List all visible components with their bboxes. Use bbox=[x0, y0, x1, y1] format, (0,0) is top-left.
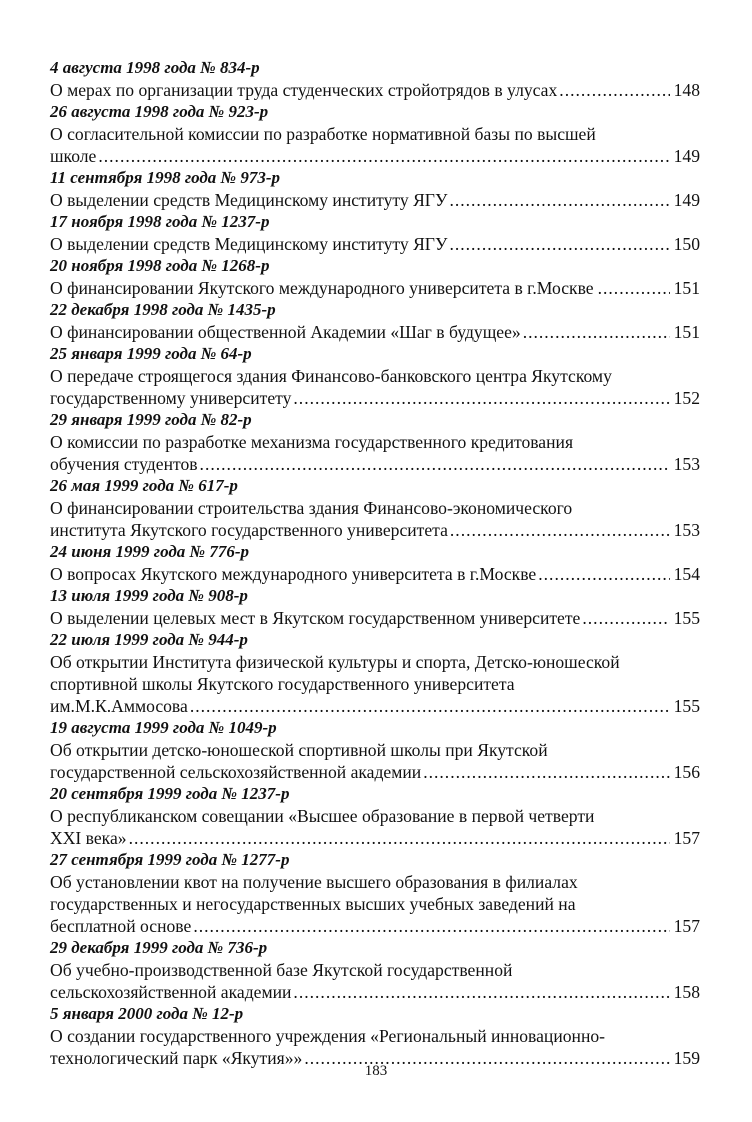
entry-date: 26 мая 1999 года № 617-р bbox=[50, 476, 238, 495]
entry-date: 13 июля 1999 года № 908-р bbox=[50, 586, 248, 605]
entry-date: 24 июня 1999 года № 776-р bbox=[50, 542, 250, 561]
entry-title: института Якутского государственного университета bbox=[50, 520, 448, 540]
entry-title-line bbox=[50, 695, 700, 717]
toc-entry bbox=[50, 255, 700, 299]
entry-page-number: 151 bbox=[673, 278, 700, 298]
entry-title: О выделении средств Медицинскому институту ЯГУ bbox=[50, 234, 448, 254]
entry-date: 4 августа 1998 года № 834-р bbox=[50, 58, 260, 77]
entry-title: О вопросах Якутского международного университета в г.Москве bbox=[50, 564, 537, 584]
page-number: 183 bbox=[364, 1063, 388, 1079]
entry-title: им.М.К.Аммосова bbox=[50, 696, 188, 716]
dot-leader bbox=[538, 563, 669, 585]
entry-title-line bbox=[50, 453, 700, 475]
entry-title-line: Об учебно-производственной базе Якутской государственной bbox=[50, 960, 513, 980]
entry-page-number: 157 bbox=[673, 828, 700, 848]
entry-page-number: 157 bbox=[673, 916, 700, 936]
entry-page-number: 153 bbox=[673, 520, 700, 540]
toc-entry bbox=[50, 937, 700, 1003]
entry-title-line bbox=[50, 519, 700, 541]
entry-title-line: Об открытии Института физической культуры и спорта, Детско-юношеской bbox=[50, 652, 620, 672]
toc-entry bbox=[50, 167, 700, 211]
entry-title-line bbox=[50, 981, 700, 1003]
entry-page-number: 155 bbox=[673, 608, 700, 628]
entry-date: 19 августа 1999 года № 1049-р bbox=[50, 718, 277, 737]
dot-leader bbox=[449, 233, 669, 255]
entry-date: 27 сентября 1999 года № 1277-р bbox=[50, 850, 290, 869]
entry-title: государственному университету bbox=[50, 388, 292, 408]
entry-page-number: 151 bbox=[673, 322, 700, 342]
entry-title-line bbox=[50, 145, 700, 167]
entry-title-line: Об открытии детско-юношеской спортивной школы при Якутской bbox=[50, 740, 548, 760]
entry-date: 29 декабря 1999 года № 736-р bbox=[50, 938, 268, 957]
entry-title: XXI века» bbox=[50, 828, 127, 848]
entry-title-line: государственных и негосударственных высших учебных заведений на bbox=[50, 894, 576, 914]
entry-page-number: 153 bbox=[673, 454, 700, 474]
entry-title-line: О комиссии по разработке механизма государственного кредитования bbox=[50, 432, 574, 452]
entry-title-line: спортивной школы Якутского государственного университета bbox=[50, 674, 515, 694]
entry-title-line bbox=[50, 563, 700, 585]
entry-title: школе bbox=[50, 146, 97, 166]
dot-leader bbox=[582, 607, 669, 629]
entry-date: 22 июля 1999 года № 944-р bbox=[50, 630, 248, 649]
toc-entry bbox=[50, 299, 700, 343]
entry-title-line bbox=[50, 277, 700, 299]
entry-title-line bbox=[50, 761, 700, 783]
dot-leader bbox=[523, 321, 670, 343]
toc-entry bbox=[50, 211, 700, 255]
entry-title-line bbox=[50, 387, 700, 409]
dot-leader bbox=[559, 79, 669, 101]
dot-leader bbox=[423, 761, 669, 783]
entry-date: 25 января 1999 года № 64-р bbox=[50, 344, 252, 363]
entry-page-number: 148 bbox=[673, 80, 700, 100]
entry-title-line: О финансировании строительства здания Финансово-экономического bbox=[50, 498, 573, 518]
dot-leader bbox=[98, 145, 669, 167]
toc-entry bbox=[50, 783, 700, 849]
toc-entry bbox=[50, 101, 700, 167]
entry-title-line: О республиканском совещании «Высшее образование в первой четверти bbox=[50, 806, 595, 826]
entry-title: технологический парк «Якутия»» bbox=[50, 1048, 303, 1068]
entry-date: 20 сентября 1999 года № 1237-р bbox=[50, 784, 290, 803]
entry-date: 11 сентября 1998 года № 973-р bbox=[50, 168, 281, 187]
dot-leader bbox=[293, 387, 669, 409]
entry-title-line: О согласительной комиссии по разработке нормативной базы по высшей bbox=[50, 124, 596, 144]
entry-title: сельскохозяйственной академии bbox=[50, 982, 292, 1002]
dot-leader bbox=[449, 189, 669, 211]
toc-entry bbox=[50, 409, 700, 475]
toc-entry bbox=[50, 1003, 700, 1069]
toc-entry bbox=[50, 475, 700, 541]
entry-title-line bbox=[50, 915, 700, 937]
dot-leader bbox=[200, 453, 670, 475]
entry-page-number: 149 bbox=[673, 146, 700, 166]
entry-title-line: О передаче строящегося здания Финансово-банковского центра Якутскому bbox=[50, 366, 612, 386]
toc-entry bbox=[50, 57, 700, 101]
dot-leader bbox=[293, 981, 669, 1003]
entry-title-line bbox=[50, 321, 700, 343]
entry-date: 26 августа 1998 года № 923-р bbox=[50, 102, 269, 121]
entry-page-number: 158 bbox=[673, 982, 700, 1002]
entry-page-number: 156 bbox=[673, 762, 700, 782]
toc-entry bbox=[50, 849, 700, 937]
toc-entry bbox=[50, 585, 700, 629]
toc-entry bbox=[50, 343, 700, 409]
entry-title: О финансировании общественной Академии «Шаг в будущее» bbox=[50, 322, 521, 342]
entry-title: О мерах по организации труда студенческих стройотрядов в улусах bbox=[50, 80, 558, 100]
dot-leader bbox=[598, 277, 670, 299]
entry-title-line: О создании государственного учреждения «Региональный инновационно- bbox=[50, 1026, 606, 1046]
entry-date: 5 января 2000 года № 12-р bbox=[50, 1004, 244, 1023]
entry-page-number: 150 bbox=[673, 234, 700, 254]
entry-page-number: 154 bbox=[673, 564, 700, 584]
dot-leader bbox=[193, 915, 669, 937]
entry-title: государственной сельскохозяйственной академии bbox=[50, 762, 422, 782]
entry-page-number: 159 bbox=[673, 1048, 700, 1068]
dot-leader bbox=[129, 827, 670, 849]
entry-title-line bbox=[50, 827, 700, 849]
table-of-contents bbox=[50, 57, 700, 1069]
dot-leader bbox=[450, 519, 670, 541]
dot-leader bbox=[190, 695, 670, 717]
entry-date: 22 декабря 1998 года № 1435-р bbox=[50, 300, 276, 319]
entry-title-line bbox=[50, 233, 700, 255]
entry-date: 17 ноября 1998 года № 1237-р bbox=[50, 212, 270, 231]
entry-page-number: 149 bbox=[673, 190, 700, 210]
entry-title: бесплатной основе bbox=[50, 916, 192, 936]
entry-title: обучения студентов bbox=[50, 454, 198, 474]
entry-date: 20 ноября 1998 года № 1268-р bbox=[50, 256, 270, 275]
toc-entry bbox=[50, 629, 700, 717]
entry-title: О финансировании Якутского международного университета в г.Москве bbox=[50, 278, 594, 298]
entry-title-line bbox=[50, 607, 700, 629]
toc-entry bbox=[50, 717, 700, 783]
entry-title-line bbox=[50, 189, 700, 211]
entry-page-number: 155 bbox=[673, 696, 700, 716]
entry-title-line: Об установлении квот на получение высшего образования в филиалах bbox=[50, 872, 578, 892]
entry-title: О выделении средств Медицинскому институту ЯГУ bbox=[50, 190, 448, 210]
toc-entry bbox=[50, 541, 700, 585]
entry-title-line bbox=[50, 79, 700, 101]
entry-date: 29 января 1999 года № 82-р bbox=[50, 410, 252, 429]
entry-title: О выделении целевых мест в Якутском государственном университете bbox=[50, 608, 581, 628]
entry-page-number: 152 bbox=[673, 388, 700, 408]
